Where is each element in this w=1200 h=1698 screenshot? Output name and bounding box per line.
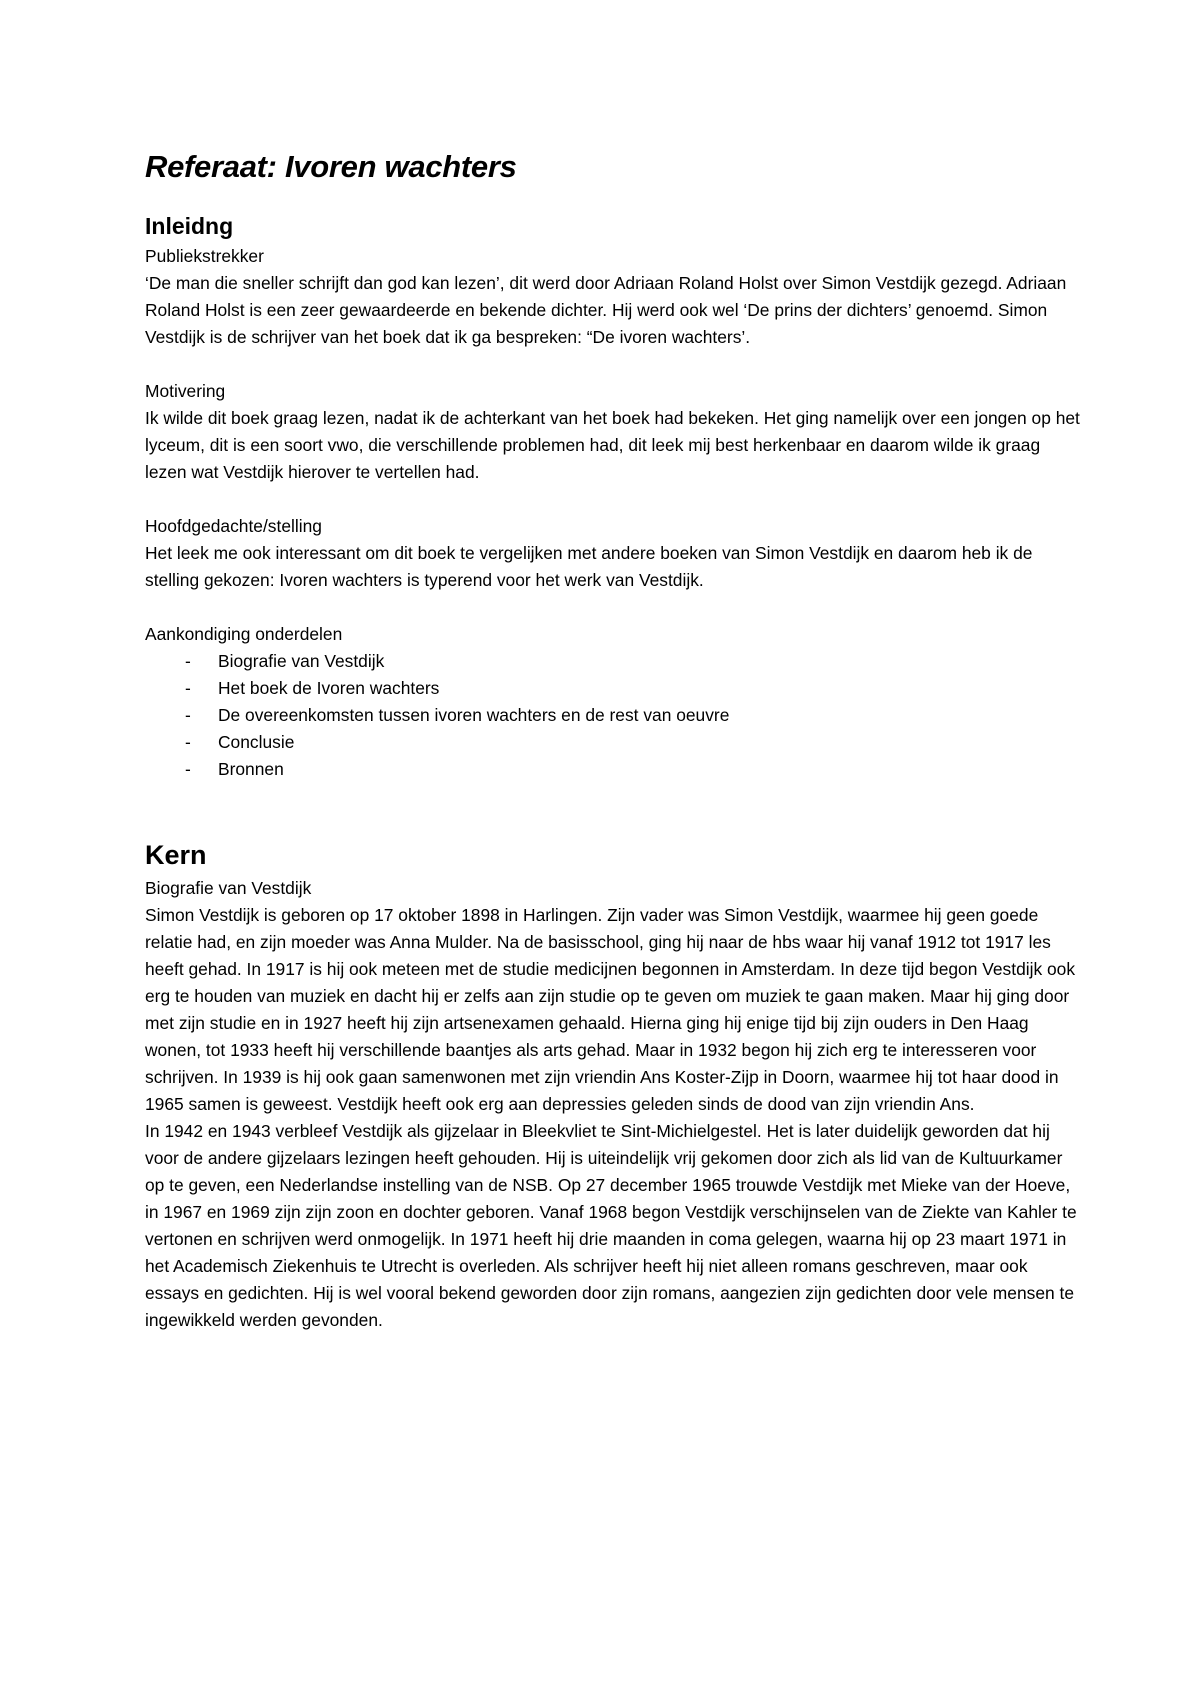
document-title: Referaat: Ivoren wachters <box>145 149 517 184</box>
motivering-block <box>145 378 1080 486</box>
list-item: - Biografie van Vestdijk <box>185 648 1080 675</box>
list-item: - Bronnen <box>185 756 1080 783</box>
publiekstrekker-label: Publiekstrekker <box>145 246 264 266</box>
aankondiging-block <box>145 621 1080 783</box>
biografie-label: Biografie van Vestdijk <box>145 878 312 898</box>
publiekstrekker-block <box>145 243 1080 351</box>
biografie-paragraph-2: In 1942 en 1943 verbleef Vestdijk als gijzelaar in Bleekvliet te Sint-Michielgestel. Het is later duidelijk geworden dat hij voor de andere gijzelaars lezingen heeft gehouden. Hij is uiteindelijk vrij gekomen door zich als lid van de Kultuurkamer op te geven, een Nederlandse instelling van de NSB. Op 27 december 1965 trouwde Vestdijk met Mieke van der Hoeve, in 1967 en 1969 zijn zijn zoon en dochter geboren. Vanaf 1968 begon Vestdijk verschijnselen van de Ziekte van Kahler te vertonen en schrijven werd onmogelijk. In 1971 heeft hij drie maanden in coma gelegen, waarna hij op 23 maart 1971 in het Academisch Ziekenhuis te Utrecht is overleden. Als schrijver heeft hij niet alleen romans geschreven, maar ook essays en gedichten. Hij is wel vooral bekend geworden door zijn romans, aangezien zijn gedichten door vele mensen te ingewikkeld werden gevonden. <box>145 1121 1077 1330</box>
list-item: - Het boek de Ivoren wachters <box>185 675 1080 702</box>
hoofdgedachte-label: Hoofdgedachte/stelling <box>145 516 322 536</box>
hoofdgedachte-block <box>145 513 1080 594</box>
aankondiging-list <box>145 648 1080 783</box>
motivering-label: Motivering <box>145 381 226 401</box>
biografie-block <box>145 875 1080 1334</box>
motivering-text: Ik wilde dit boek graag lezen, nadat ik de achterkant van het boek had bekeken. Het ging namelijk over een jongen op het lyceum, dit is een soort vwo, die verschillende problemen had, dit leek mij best herkenbaar en daarom wilde ik graag lezen wat Vestdijk hierover te vertellen had. <box>145 408 1080 482</box>
publiekstrekker-text: ‘De man die sneller schrijft dan god kan lezen’, dit werd door Adriaan Roland Holst over Simon Vestdijk gezegd. Adriaan Roland Holst is een zeer gewaardeerde en bekende dichter. Hij werd ook wel ‘De prins der dichters’ genoemd. Simon Vestdijk is de schrijver van het boek dat ik ga bespreken: “De ivoren wachters’. <box>145 273 1067 347</box>
aankondiging-label: Aankondiging onderdelen <box>145 624 343 644</box>
section-heading-kern: Kern <box>145 840 207 870</box>
section-heading-inleiding: Inleidng <box>145 213 234 239</box>
list-item: - Conclusie <box>185 729 1080 756</box>
list-item: - De overeenkomsten tussen ivoren wachters en de rest van oeuvre <box>185 702 1080 729</box>
biografie-paragraph-1: Simon Vestdijk is geboren op 17 oktober 1898 in Harlingen. Zijn vader was Simon Vestdijk, waarmee hij geen goede relatie had, en zijn moeder was Anna Mulder. Na de basisschool, ging hij naar de hbs waar hij vanaf 1912 tot 1917 les heeft gehad. In 1917 is hij ook meteen met de studie medicijnen begonnen in Amsterdam. In deze tijd begon Vestdijk ook erg te houden van muziek en dacht hij er zelfs aan zijn studie op te geven om muziek te gaan maken. Maar hij ging door met zijn studie en in 1927 heeft hij zijn artsenexamen gehaald. Hierna ging hij enige tijd bij zijn ouders in Den Haag wonen, tot 1933 heeft hij verschillende baantjes als arts gehad. Maar in 1932 begon hij zich erg te interesseren voor schrijven. In 1939 is hij ook gaan samenwonen met zijn vriendin Ans Koster-Zijp in Doorn, waarmee hij tot haar dood in 1965 samen is geweest. Vestdijk heeft ook erg aan depressies geleden sinds de dood van zijn vriendin Ans. <box>145 905 1076 1114</box>
hoofdgedachte-text: Het leek me ook interessant om dit boek te vergelijken met andere boeken van Simon Vestdijk en daarom heb ik de stelling gekozen: Ivoren wachters is typerend voor het werk van Vestdijk. <box>145 543 1033 590</box>
